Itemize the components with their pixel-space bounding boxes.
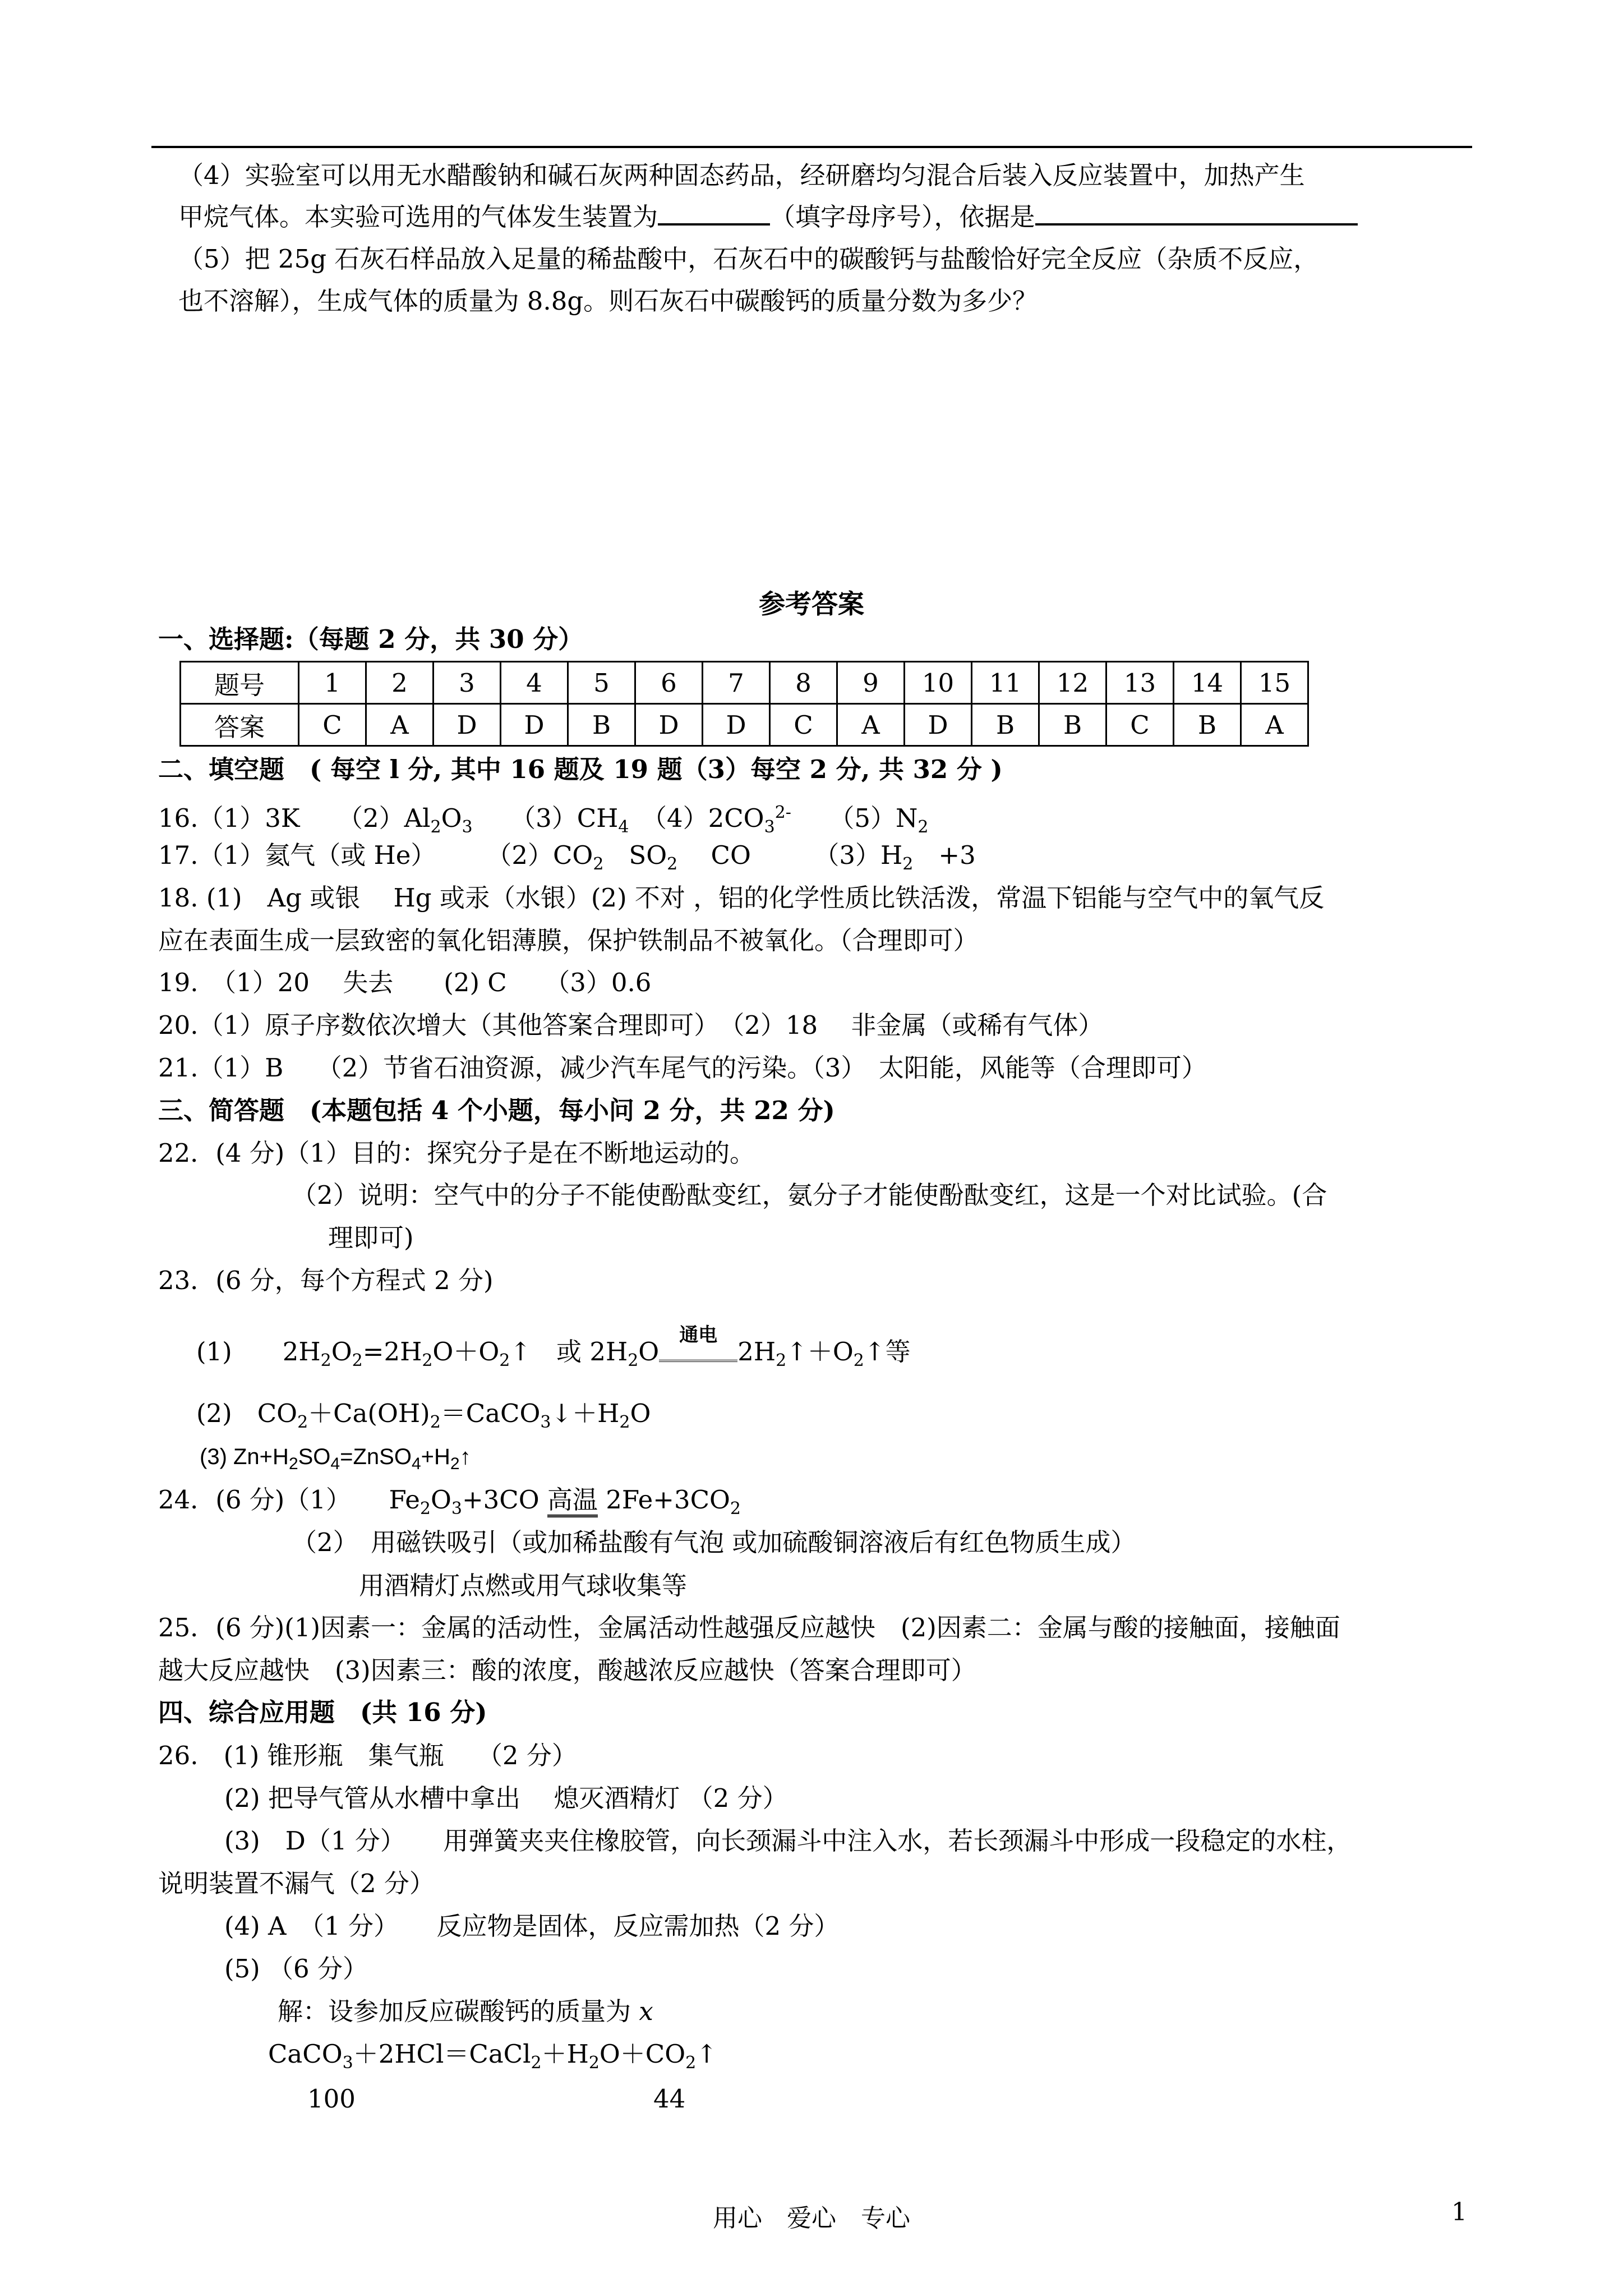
answer-26-1: 26. (1) 锥形瓶 集气瓶 （2 分） (158, 1741, 577, 1770)
table-cell: B (1039, 704, 1106, 746)
table-cell: 8 (770, 662, 837, 704)
answer-26-3b: 说明装置不漏气（2 分） (158, 1869, 435, 1898)
answer-24-line2: （2） 用磁铁吸引（或加稀盐酸有气泡 或加硫酸铜溶液后有红色物质生成） (292, 1527, 1136, 1557)
table-cell: B (568, 704, 635, 746)
answer-20: 20.（1）原子序数依次增大（其他答案合理即可） （2）18 非金属（或稀有气体） (158, 1010, 1104, 1040)
table-cell: C (770, 704, 837, 746)
answer-23-eq2: (2) $CO_2+Ca(OH)_2=CaCO_3↓+H_2O$ (196, 1398, 651, 1432)
table-cell: D (905, 704, 972, 746)
answer-24-line1: 24．(6 分)（1） $Fe_2O_3+3CO$ 高温 $2Fe+3CO_2$ (158, 1485, 741, 1519)
table-cell: 9 (837, 662, 905, 704)
table-cell: D (703, 704, 770, 746)
answer-22-line1: 22．(4 分)（1）目的：探究分子是在不断地运动的。 (158, 1138, 755, 1168)
answer-23-eq3: (3) $Zn+H_2SO_4=ZnSO_4+H_2↑$ (200, 1444, 471, 1473)
answer-19: 19. （1）20 失去 (2) C （3）0.6 (158, 968, 652, 997)
answer-24-line3: 用酒精灯点燃或用气球收集等 (359, 1571, 688, 1600)
section2-heading: 二、填空题 ( 每空 l 分, 其中 16 题及 19 题（3）每空 2 分, 共 32 分 ) (158, 754, 1003, 784)
answer-blank-device (658, 201, 770, 226)
section4-heading: 四、综合应用题 (共 16 分) (158, 1697, 487, 1727)
header-rule (151, 146, 1472, 148)
answer-26-equation: $CaCO_3+2HCl=CaCl_2+H_2O+CO_2↑$ (268, 2039, 717, 2073)
table-cell: A (1241, 704, 1308, 746)
table-cell: 1 (299, 662, 366, 704)
table-cell: A (837, 704, 905, 746)
table-cell: 14 (1174, 662, 1241, 704)
answer-16: 16.（1）3K $(2)Al_2O_3$ $(3)CH_4$ $(4)2CO_3^{2-}$ $(5)N_2$ (158, 803, 929, 837)
table-head-number: 题号 (181, 662, 299, 704)
table-row-answers (181, 704, 1308, 746)
table-cell: 4 (501, 662, 568, 704)
table-cell: 5 (568, 662, 635, 704)
answer-18-line2: 应在表面生成一层致密的氧化铝薄膜，保护铁制品不被氧化。（合理即可） (158, 926, 979, 955)
table-cell: 2 (366, 662, 434, 704)
table-cell: D (635, 704, 703, 746)
table-head-answer: 答案 (181, 704, 299, 746)
table-row-numbers (181, 662, 1308, 704)
answer-18-line1: 18. (1) Ag 或银 Hg 或汞（水银）(2) 不对 ，铝的化学性质比铁活泼，常温下铝能与空气中的氧气反 (158, 883, 1325, 913)
table-cell: C (1106, 704, 1174, 746)
table-cell: 3 (434, 662, 501, 704)
molar-mass-co2: 44 (653, 2084, 686, 2114)
q4-line2: 甲烷气体。本实验可选用的气体发生装置为 （填字母序号），依据是 (178, 200, 1358, 234)
page-number: 1 (1451, 2198, 1467, 2226)
q4-line1: （4）实验室可以用无水醋酸钠和碱石灰两种固态药品，经研磨均匀混合后装入反应装置中，加热产生 (178, 160, 1305, 190)
molar-mass-caco3: 100 (307, 2084, 356, 2114)
answer-25-line1: 25．(6 分)(1)因素一：金属的活动性，金属活动性越强反应越快 (2)因素二：金属与酸的接触面，接触面 (158, 1613, 1340, 1642)
answer-26-2: (2) 把导气管从水槽中拿出 熄灭酒精灯 （2 分） (224, 1783, 788, 1813)
table-cell: 11 (972, 662, 1039, 704)
table-cell: 12 (1039, 662, 1106, 704)
table-cell: D (434, 704, 501, 746)
reaction-condition-electrolysis: 通电 (659, 1335, 737, 1369)
reaction-condition-high-temp: 高温 (547, 1485, 598, 1517)
table-cell: A (366, 704, 434, 746)
answer-title: 参考答案 (759, 589, 864, 620)
q5-line1: （5）把 25g 石灰石样品放入足量的稀盐酸中，石灰石中的碳酸钙与盐酸恰好完全反应（杂质不反应， (178, 244, 1319, 274)
table-cell: 10 (905, 662, 972, 704)
answer-blank-reason (1035, 201, 1358, 226)
answer-22-line2: （2）说明：空气中的分子不能使酚酞变红，氨分子才能使酚酞变红，这是一个对比试验。(合 (292, 1180, 1327, 1210)
answer-25-line2: 越大反应越快 (3)因素三：酸的浓度，酸越浓反应越快（答案合理即可） (158, 1655, 976, 1685)
answer-26-solution: 解：设参加反应碳酸钙的质量为 x (278, 1996, 653, 2026)
answer-table (179, 661, 1309, 747)
section3-heading: 三、简答题 (本题包括 4 个小题，每小问 2 分，共 22 分) (158, 1096, 835, 1125)
answer-23-eq1: (1) $2H_2O_2=2H_2O+O_2↑$ 或 $2H_2O$ 通电 $2H_2↑+O_2↑$等 (196, 1324, 911, 1370)
answer-26-5: (5) （6 分） (224, 1954, 368, 1984)
section1-heading: 一、选择题:（每题 2 分，共 30 分） (158, 624, 584, 654)
answer-17: 17.（1）氦气（或 He） $(2)CO_2$ $SO_2$ CO $(3)H_2$ +3 (158, 840, 976, 874)
answer-26-3: (3) D（1 分） 用弹簧夹夹住橡胶管，向长颈漏斗中注入水，若长颈漏斗中形成一段稳定的水柱， (224, 1826, 1352, 1856)
table-cell: 7 (703, 662, 770, 704)
answer-22-line3: 理即可) (328, 1223, 414, 1253)
table-cell: C (299, 704, 366, 746)
answer-23-head: 23．(6 分，每个方程式 2 分) (158, 1266, 494, 1295)
footer-slogan: 用心 爱心 专心 (713, 2204, 910, 2233)
table-cell: 13 (1106, 662, 1174, 704)
table-cell: B (1174, 704, 1241, 746)
table-cell: D (501, 704, 568, 746)
q5-line2: 也不溶解），生成气体的质量为 8.8g。则石灰石中碳酸钙的质量分数为多少？ (178, 286, 1038, 316)
answer-21: 21.（1）B （2）节省石油资源，减少汽车尾气的污染。（3） 太阳能，风能等（合理即可） (158, 1053, 1207, 1083)
table-cell: 15 (1241, 662, 1308, 704)
table-cell: 6 (635, 662, 703, 704)
table-cell: B (972, 704, 1039, 746)
answer-26-4: (4) A （1 分） 反应物是固体，反应需加热（2 分） (224, 1911, 840, 1941)
